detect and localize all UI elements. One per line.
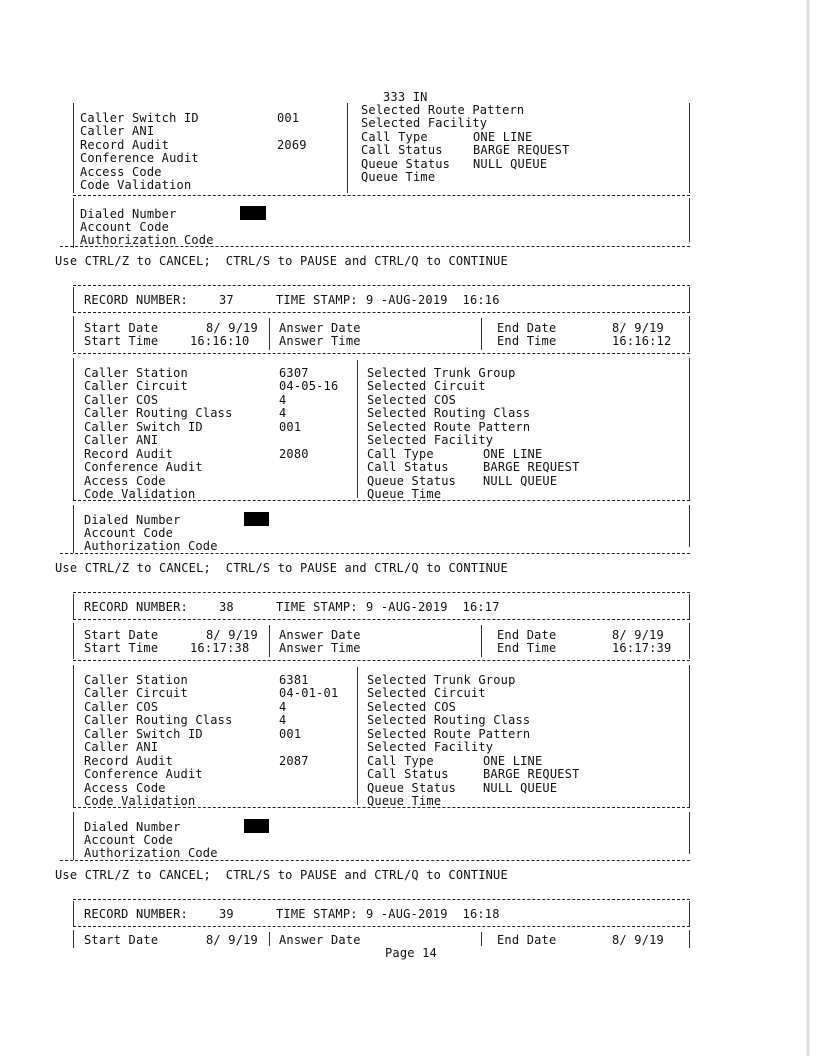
field-label: Caller Station — [84, 366, 188, 380]
field-label: Caller COS — [84, 700, 159, 714]
redaction-block — [240, 206, 266, 220]
field-label: Code Validation — [84, 794, 196, 808]
fields-divider — [357, 667, 358, 805]
end-time: 16:16:12 — [612, 334, 672, 348]
field-label: Dialed Number — [84, 513, 181, 527]
field-label: Call Status — [367, 767, 449, 781]
field-label: Access Code — [84, 474, 166, 488]
field-value: NULL QUEUE — [483, 474, 558, 488]
field-label: Caller ANI — [84, 433, 159, 447]
time-stamp: 9 -AUG-2019 16:17 — [366, 600, 500, 614]
end-date: 8/ 9/19 — [612, 628, 664, 642]
field-value: 4 — [279, 393, 287, 407]
time-stamp: 9 -AUG-2019 16:16 — [366, 293, 500, 307]
field-label: Account Code — [84, 833, 174, 847]
header-right-border — [689, 594, 690, 620]
record-number-label: RECORD NUMBER: — [84, 600, 188, 614]
field-label: Record Audit — [84, 754, 174, 768]
record-number: 38 — [219, 600, 234, 614]
field-value: BARGE REQUEST — [473, 143, 570, 157]
field-label: Selected COS — [367, 393, 457, 407]
field-label: Queue Status — [367, 474, 457, 488]
field-label: Selected Facility — [361, 116, 488, 130]
dates-divider — [269, 625, 270, 657]
answer-date-label: Answer Date — [279, 321, 361, 335]
end-date-label: End Date — [497, 321, 557, 335]
field-label: Call Status — [361, 143, 443, 157]
dates-divider — [481, 625, 482, 657]
dates-right-border — [689, 316, 690, 352]
field-value: 6381 — [279, 673, 309, 687]
field-value: 4 — [279, 700, 287, 714]
field-label: Selected Facility — [367, 740, 494, 754]
field-value: 2080 — [279, 447, 309, 461]
divider — [73, 926, 690, 927]
start-time-label: Start Time — [84, 641, 159, 655]
fields-divider — [357, 360, 358, 498]
field-label: Record Audit — [84, 447, 174, 461]
field-value: ONE LINE — [483, 754, 543, 768]
field-value: ONE LINE — [473, 130, 533, 144]
field-label: Conference Audit — [80, 151, 199, 165]
divider — [73, 353, 690, 354]
field-label: Access Code — [84, 781, 166, 795]
header-left-border — [73, 594, 74, 620]
field-value: 04-05-16 — [279, 379, 339, 393]
dates-right-border — [689, 623, 690, 659]
field-label: Selected Route Pattern — [367, 727, 531, 741]
divider — [73, 592, 690, 593]
divider — [73, 899, 690, 900]
field-value: NULL QUEUE — [473, 157, 548, 171]
field-label: Selected Trunk Group — [367, 366, 516, 380]
field-label: Code Validation — [84, 487, 196, 501]
field-label: Authorization Code — [84, 846, 218, 860]
dates-divider — [269, 932, 270, 946]
field-label: Call Type — [361, 130, 428, 144]
field-label: Caller Switch ID — [80, 111, 199, 125]
fields-right-border — [689, 358, 690, 500]
record-number: 39 — [219, 907, 234, 921]
field-label: Selected Facility — [367, 433, 494, 447]
answer-date-label: Answer Date — [279, 628, 361, 642]
end-time-label: End Time — [497, 334, 557, 348]
answer-time-label: Answer Time — [279, 641, 361, 655]
field-label: Selected Trunk Group — [367, 673, 516, 687]
start-time-label: Start Time — [84, 334, 159, 348]
field-value: BARGE REQUEST — [483, 460, 580, 474]
dial-right-border — [689, 812, 690, 854]
header-right-border — [689, 287, 690, 313]
start-date-label: Start Date — [84, 628, 159, 642]
record-number-label: RECORD NUMBER: — [84, 907, 188, 921]
field-value: 001 — [279, 420, 302, 434]
field-label: Authorization Code — [84, 539, 218, 553]
fragment-left-border — [73, 103, 74, 193]
redaction-block — [244, 512, 269, 526]
start-time: 16:16:10 — [190, 334, 250, 348]
end-time: 16:17:39 — [612, 641, 672, 655]
dates-divider — [269, 318, 270, 350]
dates-left-border — [73, 930, 74, 948]
field-label: Queue Status — [361, 157, 451, 171]
start-time: 16:17:38 — [190, 641, 250, 655]
field-value: BARGE REQUEST — [483, 767, 580, 781]
divider — [73, 660, 690, 661]
fields-right-border — [689, 665, 690, 807]
record-number-label: RECORD NUMBER: — [84, 293, 188, 307]
divider — [73, 500, 690, 501]
field-label: Caller Routing Class — [84, 713, 233, 727]
field-label: Authorization Code — [80, 233, 214, 247]
record-number: 37 — [219, 293, 234, 307]
field-label: Caller Switch ID — [84, 727, 203, 741]
field-value: 4 — [279, 713, 287, 727]
field-label: Caller Routing Class — [84, 406, 233, 420]
time-stamp: 9 -AUG-2019 16:18 — [366, 907, 500, 921]
time-stamp-label: TIME STAMP: — [276, 293, 358, 307]
divider — [73, 619, 690, 620]
dial-right-border — [689, 198, 690, 242]
field-label: Selected Routing Class — [367, 406, 531, 420]
divider — [60, 553, 690, 554]
field-label: Account Code — [84, 526, 174, 540]
dates-divider — [481, 932, 482, 946]
time-stamp-label: TIME STAMP: — [276, 600, 358, 614]
field-label: Queue Status — [367, 781, 457, 795]
field-label: Selected Circuit — [367, 686, 486, 700]
field-label: Conference Audit — [84, 767, 203, 781]
field-label: Caller Station — [84, 673, 188, 687]
field-label: Caller Circuit — [84, 379, 188, 393]
field-value: 4 — [279, 406, 287, 420]
divider — [60, 860, 690, 861]
divider — [73, 285, 690, 286]
field-label: Call Type — [367, 754, 434, 768]
field-label: Call Status — [367, 460, 449, 474]
cancel-message: Use CTRL/Z to CANCEL; CTRL/S to PAUSE and CTRL/Q to CONTINUE — [55, 868, 508, 882]
field-label: Dialed Number — [84, 820, 181, 834]
field-value: 001 — [279, 727, 302, 741]
field-label: Queue Time — [367, 794, 442, 808]
field-value: 04-01-01 — [279, 686, 339, 700]
fields-left-border — [73, 358, 74, 500]
field-label: Selected Routing Class — [367, 713, 531, 727]
dial-left-border — [73, 812, 74, 860]
field-value: 001 — [277, 111, 300, 125]
header-left-border — [73, 287, 74, 313]
fragment-mid-divider — [347, 103, 348, 193]
field-label: Selected Circuit — [367, 379, 486, 393]
field-label: Account Code — [80, 220, 170, 234]
start-date: 8/ 9/19 — [206, 321, 258, 335]
end-date-label: End Date — [497, 628, 557, 642]
end-time-label: End Time — [497, 641, 557, 655]
field-label: Caller ANI — [84, 740, 159, 754]
fragment-top-value: 333 IN — [383, 90, 428, 104]
dial-left-border — [73, 505, 74, 553]
field-value: NULL QUEUE — [483, 781, 558, 795]
field-label: Code Validation — [80, 178, 192, 192]
field-label: Caller COS — [84, 393, 159, 407]
divider — [73, 807, 690, 808]
page-edge — [806, 0, 810, 1056]
fields-left-border — [73, 665, 74, 807]
cancel-message: Use CTRL/Z to CANCEL; CTRL/S to PAUSE and CTRL/Q to CONTINUE — [55, 561, 508, 575]
field-label: Queue Time — [367, 487, 442, 501]
start-date: 8/ 9/19 — [206, 933, 258, 947]
field-label: Caller ANI — [80, 124, 155, 138]
divider — [73, 312, 690, 313]
dial-left-border — [73, 198, 74, 248]
start-date-label: Start Date — [84, 321, 159, 335]
end-date: 8/ 9/19 — [612, 933, 664, 947]
field-label: Selected COS — [367, 700, 457, 714]
field-label: Record Audit — [80, 138, 170, 152]
field-label: Queue Time — [361, 170, 436, 184]
field-label: Caller Circuit — [84, 686, 188, 700]
dial-right-border — [689, 505, 690, 547]
start-date-label: Start Date — [84, 933, 159, 947]
redaction-block — [244, 819, 269, 833]
header-right-border — [689, 901, 690, 927]
start-date: 8/ 9/19 — [206, 628, 258, 642]
cancel-message: Use CTRL/Z to CANCEL; CTRL/S to PAUSE and CTRL/Q to CONTINUE — [55, 254, 508, 268]
field-value: 2069 — [277, 138, 307, 152]
field-value: 6307 — [279, 366, 309, 380]
end-date: 8/ 9/19 — [612, 321, 664, 335]
dates-left-border — [73, 623, 74, 659]
field-value: ONE LINE — [483, 447, 543, 461]
time-stamp-label: TIME STAMP: — [276, 907, 358, 921]
divider — [60, 246, 690, 247]
field-label: Caller Switch ID — [84, 420, 203, 434]
dates-left-border — [73, 316, 74, 352]
divider — [73, 195, 690, 196]
field-label: Access Code — [80, 165, 162, 179]
page-number: Page 14 — [385, 946, 437, 960]
field-label: Selected Route Pattern — [367, 420, 531, 434]
end-date-label: End Date — [497, 933, 557, 947]
answer-date-label: Answer Date — [279, 933, 361, 947]
dates-right-border — [689, 930, 690, 948]
fragment-right-border — [689, 103, 690, 193]
answer-time-label: Answer Time — [279, 334, 361, 348]
field-label: Dialed Number — [80, 207, 177, 221]
dates-divider — [481, 318, 482, 350]
field-label: Selected Route Pattern — [361, 103, 525, 117]
field-label: Conference Audit — [84, 460, 203, 474]
field-value: 2087 — [279, 754, 309, 768]
header-left-border — [73, 901, 74, 927]
field-label: Call Type — [367, 447, 434, 461]
